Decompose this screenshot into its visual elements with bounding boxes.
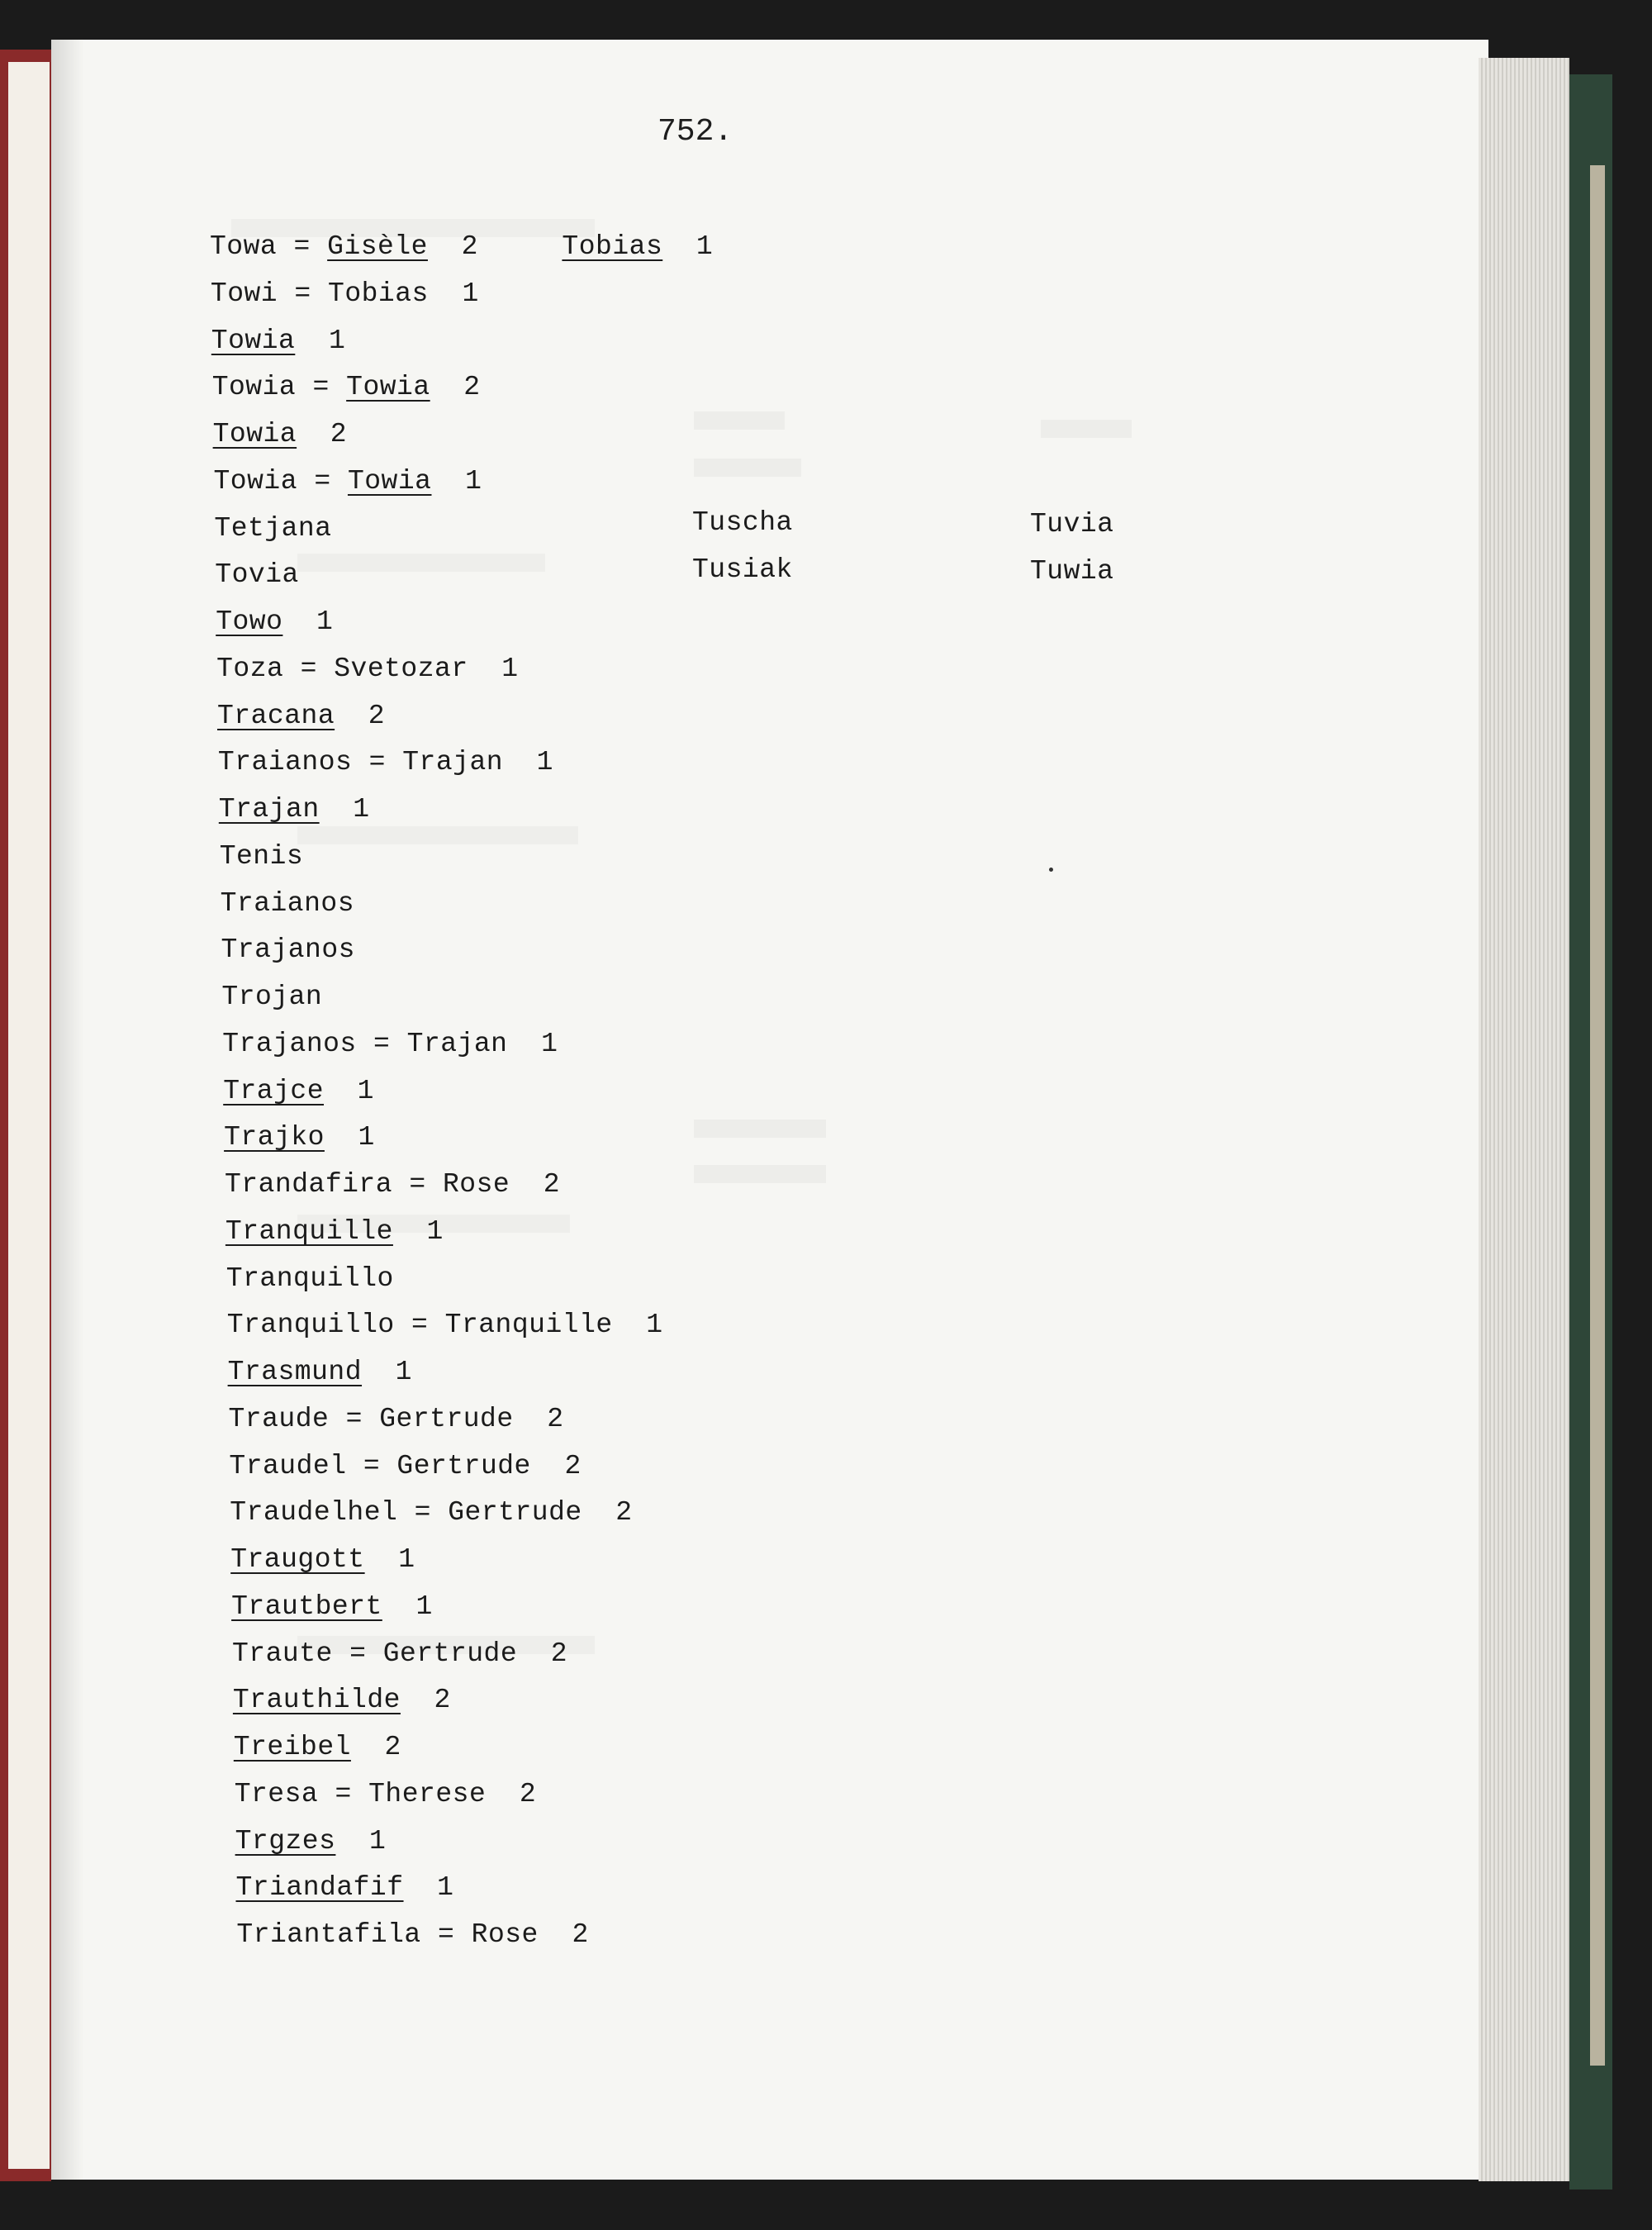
entry-name: Traianos <box>220 887 355 919</box>
list-item <box>223 1076 374 1106</box>
entry-count: 1 <box>541 1028 558 1059</box>
entry-name: Towia <box>211 325 296 356</box>
entry-count: 1 <box>353 794 370 825</box>
list-item <box>236 1919 588 1950</box>
entry-count: 1 <box>369 1825 387 1857</box>
entry-name: Traude <box>228 1403 330 1434</box>
list-item <box>214 513 331 544</box>
entry-equivalent: = Tobias <box>278 278 429 309</box>
entry-name: Tenis <box>219 840 304 872</box>
list-item <box>210 231 713 262</box>
entry-count: 1 <box>695 231 714 262</box>
page-number: 752. <box>657 114 733 150</box>
entry-count: 2 <box>519 1778 537 1809</box>
page-gutter-shadow <box>51 40 84 2180</box>
entry-name: Trandafira <box>225 1169 393 1200</box>
entry-count: 1 <box>426 1215 444 1247</box>
list-item <box>229 1404 564 1434</box>
entry-name: Towia <box>211 372 297 403</box>
entry-equivalent: = Gertrude <box>332 1638 518 1669</box>
entry-name: Triandafif <box>235 1872 404 1904</box>
entry-equivalent: = Trajan <box>352 747 504 778</box>
entry-name: Trajanos <box>222 1028 357 1059</box>
entry-name: Towi <box>210 278 278 309</box>
entry-count: 1 <box>501 653 519 684</box>
entry-count: 2 <box>461 231 478 262</box>
list-item <box>235 1826 387 1857</box>
entry-name: Trauthilde <box>232 1685 401 1716</box>
list-item <box>232 1638 567 1669</box>
list-item <box>233 1685 451 1715</box>
list-item <box>216 654 518 684</box>
list-item <box>235 1779 537 1809</box>
list-item <box>213 419 347 449</box>
entry-equivalent: = Therese <box>318 1778 487 1809</box>
list-item <box>212 372 481 402</box>
entry-name: Treibel <box>233 1732 351 1762</box>
entry-link: Towia <box>347 465 432 497</box>
entry-name: Traudel <box>229 1450 347 1481</box>
entry-count: 1 <box>358 1122 375 1153</box>
list-item <box>234 1732 401 1762</box>
entry-name: Towa <box>210 231 278 262</box>
entry-name: Trajan <box>218 794 320 825</box>
list-item <box>226 1263 394 1294</box>
entry-link: Towia <box>346 372 430 403</box>
entry-name: Tresa <box>234 1778 319 1809</box>
entry-name: Toza <box>216 653 284 684</box>
entry-name: Towia <box>212 419 297 449</box>
list-item <box>219 794 370 825</box>
entry-count: 1 <box>465 465 482 497</box>
entry-count: 1 <box>536 747 553 778</box>
entry-count: 1 <box>398 1544 415 1575</box>
list-item <box>221 982 322 1012</box>
book-page <box>51 40 1488 2180</box>
list-item <box>217 701 385 731</box>
list-item: Tuwia <box>1030 556 1114 587</box>
entry-count: 1 <box>395 1357 412 1387</box>
entry-name: Tovia <box>215 559 299 591</box>
entry-name: Trajko <box>224 1122 325 1153</box>
entry-count: 2 <box>615 1497 633 1529</box>
entry-equivalent: = Gertrude <box>346 1450 531 1481</box>
entry-count: 2 <box>368 700 386 731</box>
entry-count: 2 <box>543 1169 561 1200</box>
entry-count: 1 <box>462 278 479 309</box>
list-item <box>225 1216 444 1247</box>
list-item <box>227 1310 663 1340</box>
entry-link: Gisèle <box>327 231 428 262</box>
list-item <box>215 559 299 590</box>
list-item <box>211 278 479 309</box>
speck <box>1049 868 1053 872</box>
entry-equivalent: = <box>277 231 328 262</box>
entry-name: Tranquille <box>225 1215 393 1247</box>
entry-count: 2 <box>384 1732 401 1762</box>
list-item <box>224 1122 375 1153</box>
entry-name: Trautbert <box>231 1590 382 1622</box>
list-item <box>230 1544 415 1575</box>
entry-equivalent: = Tranquille <box>394 1310 613 1341</box>
entry-name: Traute <box>232 1638 333 1669</box>
entry-count: 2 <box>330 419 348 449</box>
list-item <box>221 888 354 919</box>
entry-name: Tracana <box>217 700 335 731</box>
list-item <box>214 466 482 497</box>
entry-name: Trasmund <box>227 1357 363 1387</box>
list-item <box>228 1357 412 1387</box>
entry-name: Towia <box>213 465 298 497</box>
entry-name: Traudelhel <box>230 1497 398 1529</box>
entry-count: 1 <box>437 1872 454 1904</box>
list-item <box>236 1872 454 1903</box>
list-item <box>229 1451 581 1481</box>
entry-equivalent: = Gertrude <box>329 1403 514 1434</box>
left-page-edge <box>8 62 50 2169</box>
entry-count: 1 <box>415 1590 433 1622</box>
list-item <box>216 606 333 637</box>
entry-name: Traugott <box>230 1544 365 1575</box>
entry-equivalent: = Gertrude <box>397 1497 582 1529</box>
list-item: Tusiak <box>692 554 793 585</box>
list-item: Tuscha <box>692 507 793 538</box>
page-stack-edges <box>1479 58 1569 2181</box>
entry-count: 2 <box>550 1638 568 1669</box>
entry-count: 1 <box>357 1075 374 1106</box>
entry-name: Trgzes <box>235 1825 336 1857</box>
entry-name: Tranquillo <box>225 1262 394 1294</box>
list-item <box>221 934 355 965</box>
list-item <box>222 1029 558 1059</box>
entry-name: Tranquillo <box>226 1310 395 1341</box>
list-item <box>225 1169 560 1200</box>
list-item <box>231 1591 433 1622</box>
entry-name: Trajanos <box>221 934 355 966</box>
entry-name: Trajce <box>223 1075 325 1106</box>
entry-equivalent: = <box>296 372 347 403</box>
entry-name: Tetjana <box>214 512 332 544</box>
entry-count: 2 <box>547 1403 564 1434</box>
list-item <box>220 841 304 872</box>
entry-count: 2 <box>463 372 481 403</box>
list-item <box>211 326 345 356</box>
entry-equivalent: = Rose <box>392 1169 510 1200</box>
entry-count: 1 <box>316 606 334 637</box>
entry-link: Tobias <box>562 231 663 262</box>
entry-count: 1 <box>646 1310 663 1341</box>
list-item: Tuvia <box>1030 509 1114 540</box>
right-cover-edge <box>1590 165 1605 2066</box>
entry-name: Trojan <box>221 982 323 1012</box>
entry-count: 2 <box>434 1685 451 1716</box>
list-item <box>230 1497 632 1528</box>
entry-equivalent: = Trajan <box>356 1028 508 1059</box>
entry-name: Towo <box>216 606 283 637</box>
entry-name: Traianos <box>217 747 353 778</box>
entry-count: 1 <box>328 325 346 356</box>
entry-name: Triantafila <box>236 1919 421 1950</box>
entry-equivalent: = Rose <box>420 1919 539 1950</box>
entry-equivalent: = <box>297 465 348 497</box>
entry-count: 2 <box>572 1919 589 1950</box>
list-item <box>218 747 553 777</box>
entry-count: 2 <box>564 1450 582 1481</box>
entry-equivalent: = Svetozar <box>283 653 468 684</box>
